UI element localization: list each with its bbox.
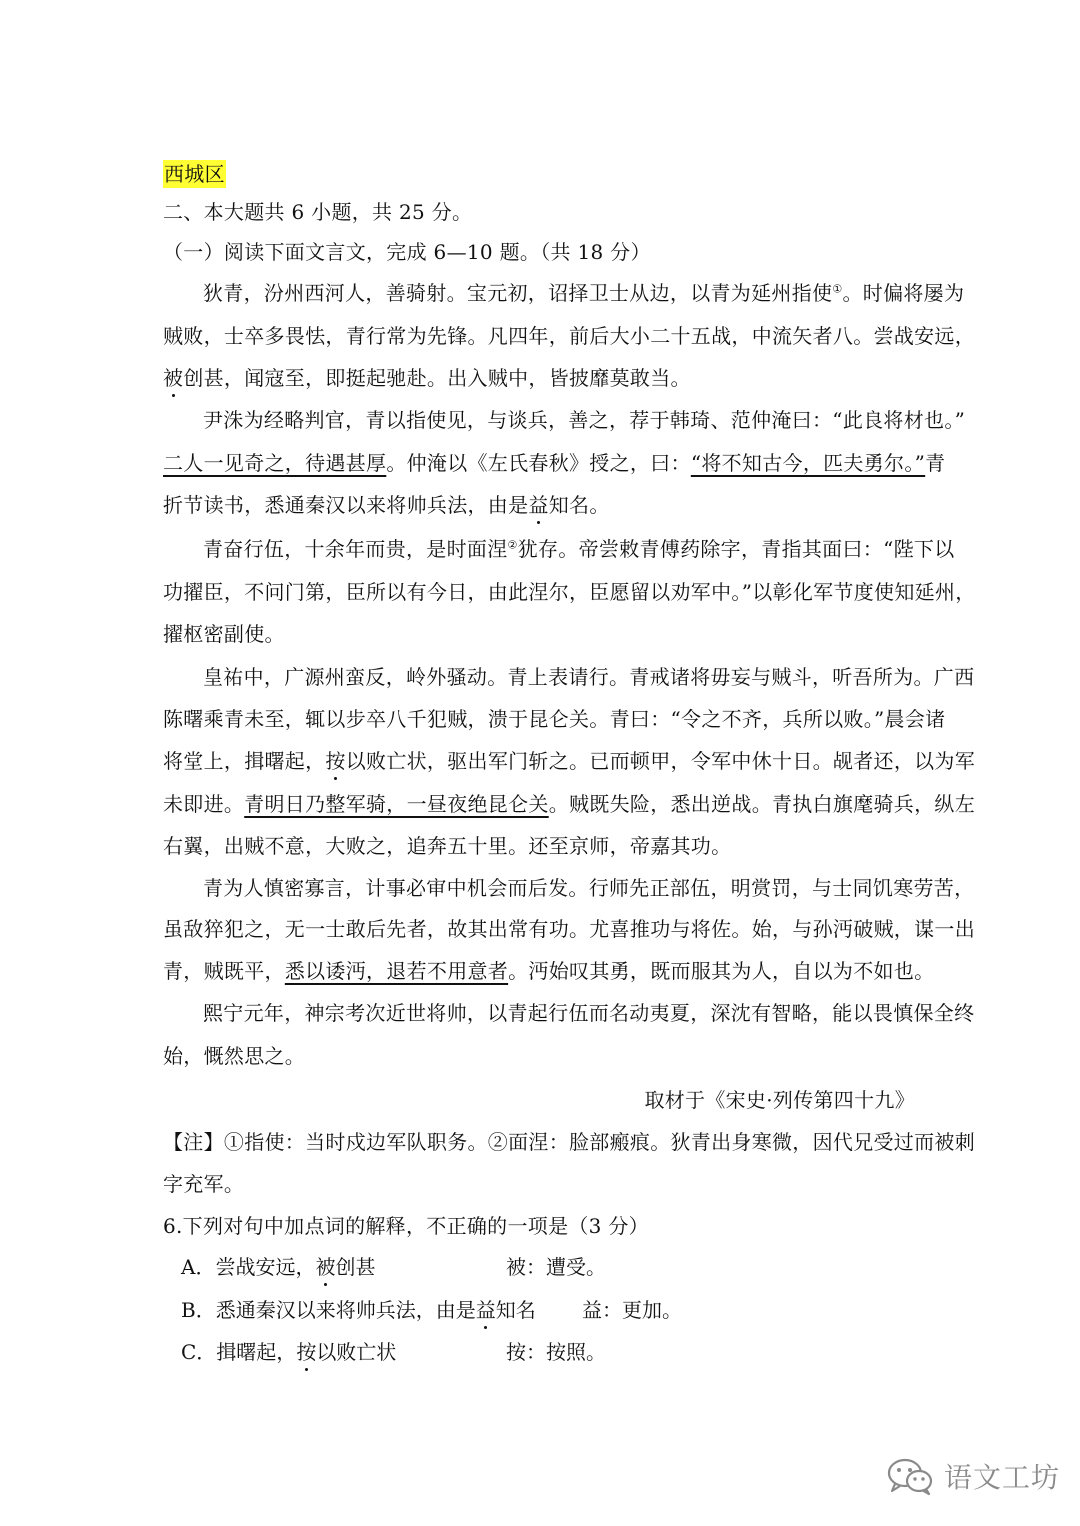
text-span: 创甚，闻寇至，即挺起驰赴。出入贼中，皆披靡莫敢当。 xyxy=(183,366,691,390)
notes-line: 字充军。 xyxy=(163,1172,245,1196)
section-subtitle: （一）阅读下面文言文，完成 6—10 题。（共 18 分） xyxy=(163,240,651,264)
passage-line: 尹洙为经略判官，青以指使见，与谈兵，善之，荐于韩琦、范仲淹曰：“此良将材也。” xyxy=(203,408,966,432)
passage-line: 陈曙乘青未至，辄以步卒八千犯贼，溃于昆仑关。青曰：“令之不齐，兵所以败。”晨会诸 xyxy=(163,707,946,731)
option-a xyxy=(181,1253,375,1281)
dotted-word: 被 xyxy=(315,1255,336,1279)
source-citation: 取材于《宋史·列传第四十九》 xyxy=(644,1088,915,1112)
text-span: 。沔始叹其勇，既而服其为人，自以为不如也。 xyxy=(508,959,935,983)
passage-line: 青为人慎密寡言，计事必审中机会而后发。行师先正部伍，明赏罚，与士同饥寒劳苦， xyxy=(203,876,975,900)
underlined-sentence: 二人一见奇之，待遇甚厚 xyxy=(163,451,387,475)
text-span: 青 xyxy=(925,451,946,475)
dotted-word: 按 xyxy=(325,749,346,773)
text-span: 青，贼既平， xyxy=(163,959,285,983)
dotted-word: 益 xyxy=(475,1298,496,1322)
option-b-gloss: 益：更加。 xyxy=(582,1298,682,1322)
text-span: 。贼既失险，悉出逆战。青执白旗麾骑兵，纵左 xyxy=(548,792,976,816)
option-label: C．揖曙起， xyxy=(181,1340,297,1364)
text-span: 以败亡状，驱出军门斩之。已而顿甲，令军中休十日。觇者还，以为军 xyxy=(345,749,976,773)
underlined-sentence: 悉以诿沔，退若不用意者 xyxy=(284,959,509,983)
passage-line xyxy=(163,449,946,477)
passage-line: 熙宁元年，神宗考次近世将帅，以青起行伍而名动夷夏，深沈有智略，能以畏慎保全终 xyxy=(203,1001,975,1025)
question-stem: 6.下列对句中加点词的解释，不正确的一项是（3 分） xyxy=(163,1214,649,1238)
passage-line: 虽敌猝犯之，无一士敢后先者，故其出常有功。尤喜推功与将佐。始，与孙沔破贼，谋一出 xyxy=(163,917,975,941)
passage-line xyxy=(163,364,923,392)
passage-line: 贼败，士卒多畏怯，青行常为先锋。凡四年，前后大小二十五战，中流矢者八。尝战安远， xyxy=(163,324,975,348)
passage-line: 始，慨然思之。 xyxy=(163,1044,306,1068)
passage-line: 皇祐中，广源州蛮反，岭外骚动。青上表请行。青戒诸将毋妄与贼斗，听吾所为。广西 xyxy=(203,665,975,689)
option-c-gloss: 按：按照。 xyxy=(506,1340,606,1364)
section-title: 二、本大题共 6 小题，共 25 分。 xyxy=(163,200,473,224)
passage-line xyxy=(203,535,963,563)
option-text: 知名 xyxy=(495,1298,536,1322)
option-c xyxy=(181,1338,396,1366)
option-text: 以败亡状 xyxy=(316,1340,397,1364)
passage-line xyxy=(163,491,923,519)
watermark-text: 语文工坊 xyxy=(944,1461,1061,1494)
passage-line: 功擢臣，不问门第，臣所以有今日，由此涅尔，臣愿留以劝军中。”以彰化军节度使知延州， xyxy=(163,580,976,604)
footnote-marker: ① xyxy=(832,282,843,296)
option-text: 创甚 xyxy=(335,1255,376,1279)
text-span: 狄青，汾州西河人，善骑射。宝元初，诏择卫士从边，以青为延州指使 xyxy=(203,281,833,305)
text-span: 折节读书，悉通秦汉以来将帅兵法，由是 xyxy=(163,493,529,517)
dotted-word: 被 xyxy=(163,366,184,390)
district-label xyxy=(163,160,923,188)
watermark xyxy=(886,1452,1060,1500)
text-span: 犹存。帝尝敕青傅药除字，青指其面曰：“陛下以 xyxy=(517,537,955,561)
passage-line xyxy=(163,790,976,818)
dotted-word: 益 xyxy=(528,493,549,517)
dotted-word: 按 xyxy=(296,1340,317,1364)
notes-line: 【注】①指使：当时戍边军队职务。②面涅：脸部瘢痕。狄青出身寒微，因代兄受过而被刺 xyxy=(163,1130,975,1154)
text-span: 将堂上，揖曙起， xyxy=(163,749,326,773)
text-span: 。仲淹以《左氏春秋》授之，曰： xyxy=(386,451,691,475)
footnote-marker: ② xyxy=(507,538,518,552)
option-a-gloss: 被：遭受。 xyxy=(506,1255,606,1279)
text-span: 青奋行伍，十余年而贵，是时面涅 xyxy=(203,537,508,561)
option-b xyxy=(181,1296,536,1324)
wechat-icon xyxy=(886,1456,936,1496)
passage-line xyxy=(163,957,935,985)
underlined-sentence: “将不知古今，匹夫勇尔。” xyxy=(690,451,926,475)
passage-line: 擢枢密副使。 xyxy=(163,622,285,646)
passage-line xyxy=(203,279,963,307)
passage-line xyxy=(163,747,976,775)
text-span: 。时偏将屡为 xyxy=(842,281,965,305)
option-label: B．悉通秦汉以来将帅兵法，由是 xyxy=(181,1298,476,1322)
district-highlight: 西城区 xyxy=(164,162,225,186)
text-span: 知名。 xyxy=(548,493,610,517)
underlined-sentence: 青明日乃整军骑，一昼夜绝昆仑关 xyxy=(244,792,549,816)
option-label: A．尝战安远， xyxy=(181,1255,316,1279)
passage-line: 右翼，出贼不意，大败之，追奔五十里。还至京师，帝嘉其功。 xyxy=(163,834,732,858)
text-span: 未即进。 xyxy=(163,792,245,816)
